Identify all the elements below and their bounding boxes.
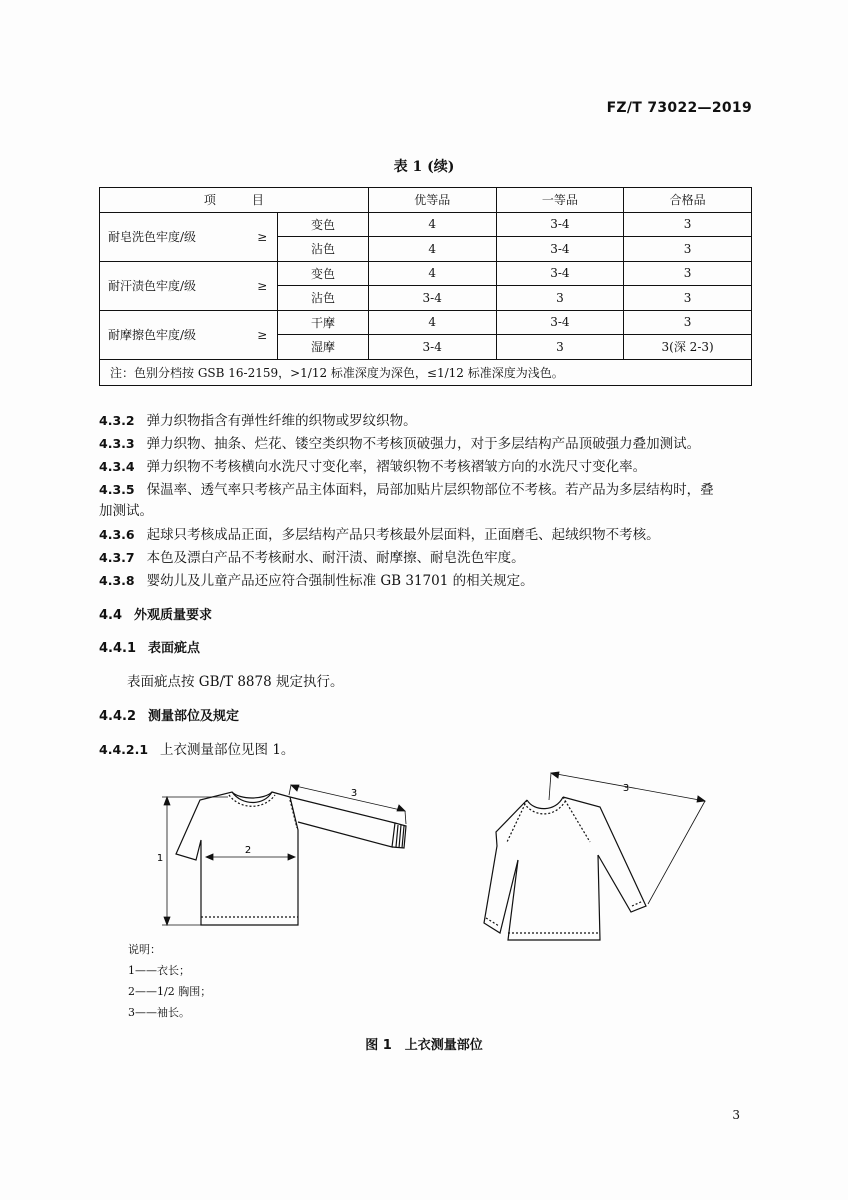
figure-caption: 图 1 上衣测量部位: [365, 1038, 483, 1053]
col-header-grade-3: 合格品: [624, 188, 752, 213]
legend-title: 说明：: [128, 943, 161, 956]
section-4-4-heading: [99, 605, 212, 626]
ge-symbol: ≥: [247, 212, 277, 261]
clause-number: 4.3.5: [99, 482, 135, 497]
table-row: [100, 212, 752, 237]
section-4-4-1-heading: [99, 638, 200, 659]
dimension-label-sleeve: 3: [350, 788, 358, 799]
table-cell: 3: [624, 212, 752, 237]
clause-4-3-8: [99, 570, 534, 592]
clause-number: 4.3.6: [99, 527, 135, 542]
section-4-4-2-heading: [99, 706, 239, 727]
row-sub-label: 变色: [278, 261, 369, 286]
row-group-label: 耐皂洗色牢度/级: [100, 212, 248, 261]
clause-4-3-7: [99, 547, 525, 569]
dimension-label-length: 1: [156, 853, 164, 864]
table-note-row: [100, 359, 752, 385]
clause-number: 4.3.4: [99, 459, 135, 474]
dimension-label-chest: 2: [244, 845, 252, 856]
table-cell: 3: [496, 335, 624, 360]
table-cell: 3-4: [496, 212, 624, 237]
table-cell: 4: [368, 261, 496, 286]
section-number: 4.4: [99, 608, 123, 623]
clause-number: 4.3.2: [99, 413, 135, 428]
legend-item: 2——1/2 胸围；: [128, 985, 212, 998]
clause-4-3-5-continuation: 加测试。: [99, 503, 153, 519]
table-cell: 3-4: [368, 335, 496, 360]
col-header-grade-2: 一等品: [496, 188, 624, 213]
row-group-label: 耐汗渍色牢度/级: [100, 261, 248, 310]
page-number: 3: [732, 1108, 740, 1122]
table-cell: 3-4: [496, 310, 624, 335]
section-number: 4.4.2: [99, 709, 137, 724]
section-4-4-2-1: [99, 739, 294, 761]
clause-text: 弹力织物、抽条、烂花、镂空类织物不考核顶破强力，对于多层结构产品顶破强力叠加测试。: [146, 436, 701, 452]
clause-text: 弹力织物不考核横向水洗尺寸变化率，褶皱织物不考核褶皱方向的水洗尺寸变化率。: [146, 459, 647, 475]
table-cell: 3: [624, 286, 752, 311]
row-sub-label: 变色: [278, 212, 369, 237]
clause-4-3-5: [99, 479, 714, 501]
row-sub-label: 沾色: [278, 286, 369, 311]
col-header-item: 项 目: [100, 188, 369, 213]
clause-number: 4.3.7: [99, 550, 135, 565]
standard-code: FZ/T 73022—2019: [606, 100, 752, 116]
row-group-label: 耐摩擦色牢度/级: [100, 310, 248, 359]
table-cell: 3: [624, 237, 752, 262]
ge-symbol: ≥: [247, 261, 277, 310]
col-header-grade-1: 优等品: [368, 188, 496, 213]
row-sub-label: 干摩: [278, 310, 369, 335]
table-cell: 3-4: [368, 286, 496, 311]
clause-number: 4.3.8: [99, 573, 135, 588]
table-cell: 4: [368, 310, 496, 335]
section-number: 4.4.1: [99, 641, 137, 656]
legend-item: 3——袖长。: [128, 1006, 190, 1019]
table-cell: 4: [368, 212, 496, 237]
legend-item: 1——衣长；: [128, 964, 190, 977]
raglan-shirt-drawing: [484, 797, 646, 940]
clause-4-3-2: [99, 410, 417, 432]
table-cell: 3: [624, 310, 752, 335]
section-title: 表面疵点: [148, 641, 201, 656]
table-note: 注：色别分档按 GSB 16-2159，>1/12 标准深度为深色，≤1/12 标准深度为浅色。: [100, 359, 752, 385]
dimension-label-sleeve: 3: [622, 783, 630, 794]
garment-measurement-figure: [0, 760, 848, 950]
clause-text: 弹力织物指含有弹性纤维的织物或罗纹织物。: [146, 413, 417, 429]
clause-text: 起球只考核成品正面，多层结构产品只考核最外层面料，正面磨毛、起绒织物不考核。: [146, 527, 660, 543]
clause-number: 4.3.3: [99, 436, 135, 451]
section-4-4-1-body: 表面疵点按 GB/T 8878 规定执行。: [127, 674, 344, 690]
figure-legend: [128, 939, 211, 1023]
table-row: [100, 310, 752, 335]
clause-text: 婴幼儿及儿童产品还应符合强制性标准 GB 31701 的相关规定。: [146, 573, 534, 589]
clause-text: 保温率、透气率只考核产品主体面料，局部加贴片层织物部位不考核。若产品为多层结构时，叠: [146, 482, 714, 498]
clause-4-3-6: [99, 524, 660, 546]
section-text: 上衣测量部位见图 1。: [160, 742, 295, 758]
table-cell: 3-4: [496, 237, 624, 262]
table-cell: 3: [624, 261, 752, 286]
row-sub-label: 湿摩: [278, 335, 369, 360]
section-title: 测量部位及规定: [148, 709, 240, 724]
table-cell: 3-4: [496, 261, 624, 286]
ge-symbol: ≥: [247, 310, 277, 359]
clause-4-3-3: [99, 433, 700, 455]
section-number: 4.4.2.1: [99, 742, 149, 757]
section-title: 外观质量要求: [134, 608, 213, 623]
table-cell: 3(深 2-3): [624, 335, 752, 360]
table-header-row: [100, 188, 752, 213]
table-row: [100, 261, 752, 286]
front-shirt-dimensions: [162, 785, 406, 925]
table-cell: 4: [368, 237, 496, 262]
table-cell: 3: [496, 286, 624, 311]
clause-4-3-4: [99, 456, 646, 478]
clause-text: 本色及漂白产品不考核耐水、耐汗渍、耐摩擦、耐皂洗色牢度。: [146, 550, 525, 566]
table-caption: 表 1 (续): [393, 159, 455, 175]
row-sub-label: 沾色: [278, 237, 369, 262]
fastness-table: [99, 187, 752, 386]
